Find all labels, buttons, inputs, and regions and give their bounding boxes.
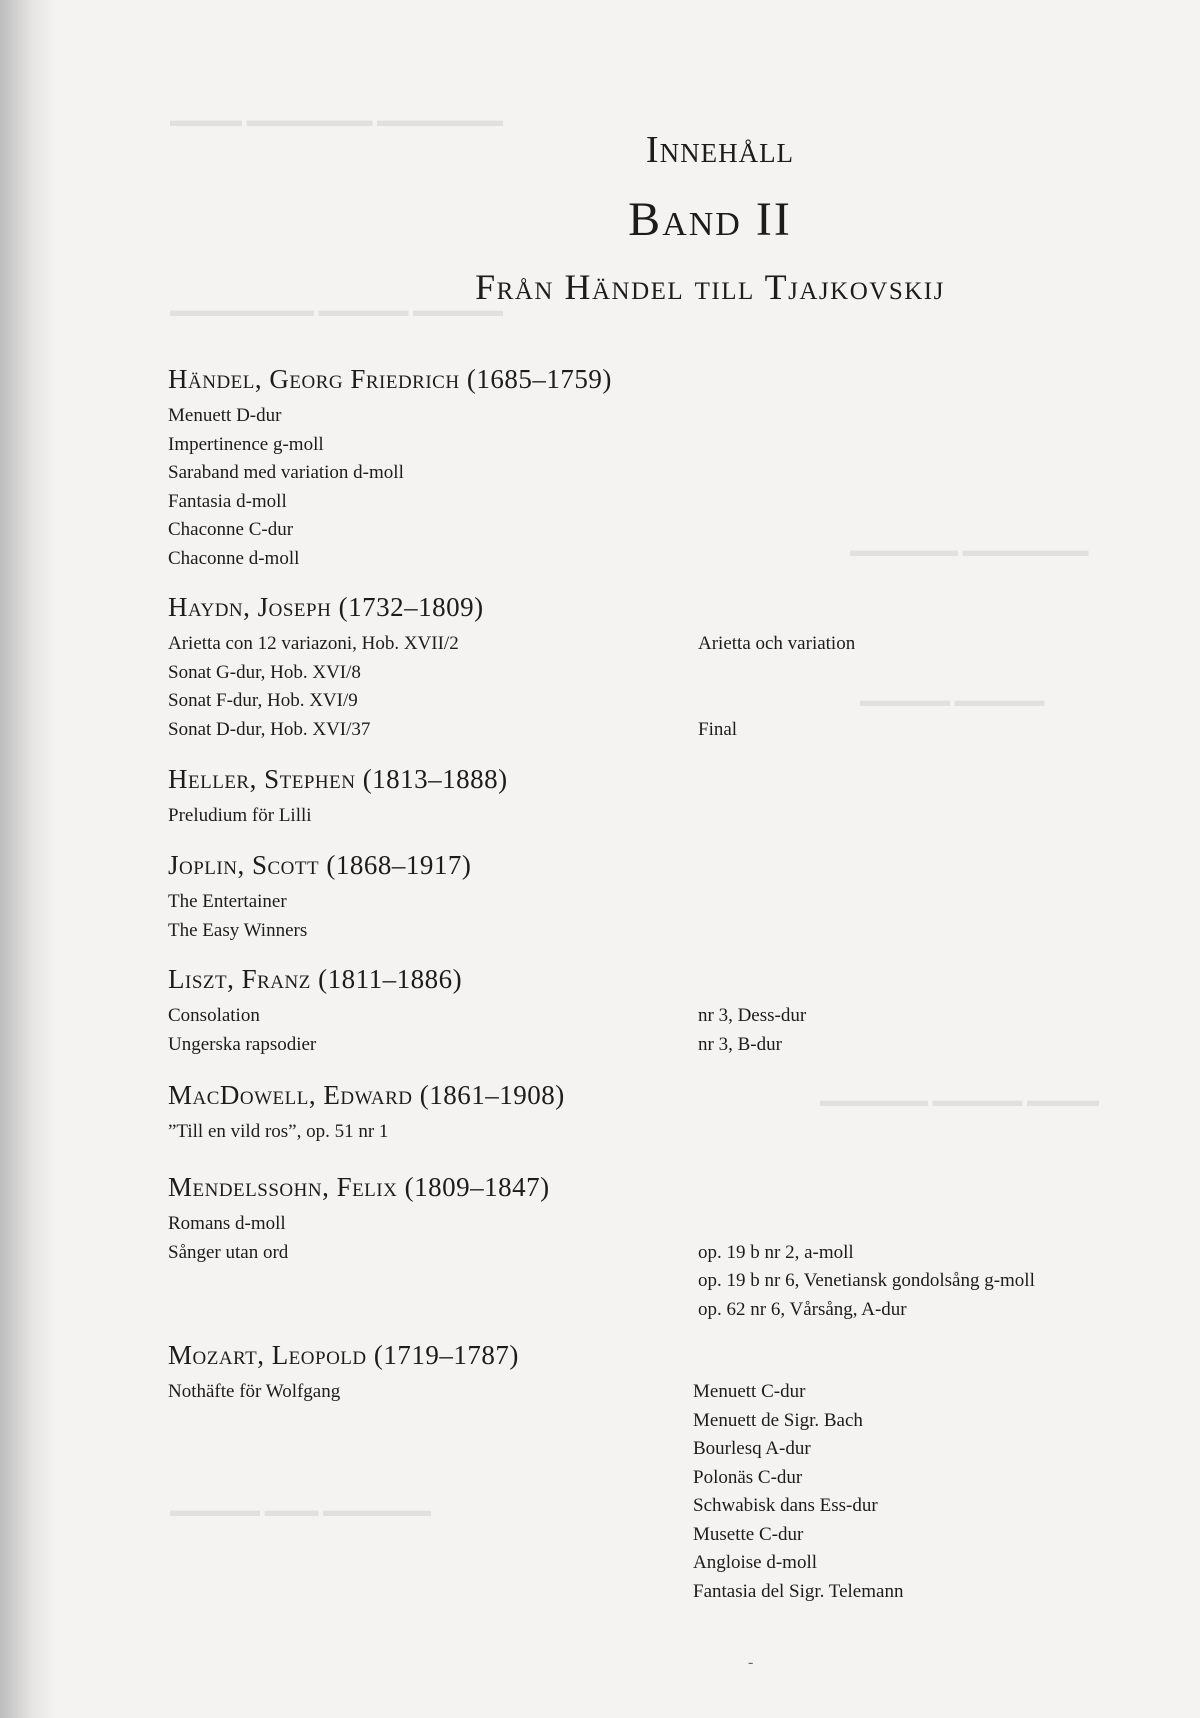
work-row [168,1210,1108,1239]
work-row [168,917,1108,946]
work-detail: op. 19 b nr 2, a-moll [698,1241,854,1263]
work-title: Impertinence g-moll [168,433,324,455]
show-through-text: ▬▬▬▬▬ ▬▬▬ ▬▬▬▬▬▬ [170,1500,431,1520]
work-title: Menuett D-dur [168,405,282,426]
composer-section [168,590,1108,744]
work-row [168,1549,1108,1578]
work-title: Nothäfte för Wolfgang [168,1381,341,1402]
work-detail: Schwabisk dans Ess-dur [693,1495,878,1516]
work-title: Fantasia d-moll [168,490,287,512]
work-detail: Arietta och variation [698,633,856,654]
work-row [168,1118,1108,1147]
work-title: Romans d-moll [168,1213,286,1234]
composer-section [168,1338,1108,1606]
composer-name: Heller, Stephen (1813–1888) [168,764,508,794]
work-detail: Polonäs C-dur [693,1466,803,1488]
work-row [168,630,1108,659]
work-row [168,402,1108,431]
work-title: Ungerska rapsodier [168,1033,317,1055]
work-title: Arietta con 12 variazoni, Hob. XVII/2 [168,633,459,654]
composer-name: Mozart, Leopold (1719–1787) [168,1340,519,1370]
show-through-text: ▬▬▬▬ ▬▬▬▬▬▬▬ ▬▬▬▬▬▬▬ [170,110,503,130]
work-detail: Menuett de Sigr. Bach [693,1409,863,1431]
work-title: Sonat G-dur, Hob. XVI/8 [168,661,361,683]
composer-name: Joplin, Scott (1868–1917) [168,850,472,880]
work-title: The Easy Winners [168,919,308,941]
work-title: The Entertainer [168,891,287,912]
work-row [168,1296,1108,1325]
work-detail: Musette C-dur [693,1523,804,1545]
volume-title: Band II [628,193,792,246]
work-row [168,488,1108,517]
contents-heading: Innehåll [645,129,795,171]
work-row [168,1464,1108,1493]
work-title: Preludium för Lilli [168,805,312,826]
work-detail: Final [698,718,738,740]
work-detail: Angloise d-moll [693,1552,818,1573]
show-through-text: ▬▬▬▬▬ ▬▬▬▬▬ [860,690,1045,710]
volume-subtitle: Från Händel till Tjajkovskij [475,267,945,307]
work-row [168,1407,1108,1436]
work-row [168,687,1108,716]
work-detail: op. 19 b nr 6, Venetiansk gondolsång g-moll [698,1270,1035,1291]
work-detail: op. 62 nr 6, Vårsång, A-dur [698,1298,907,1320]
work-row [168,659,1108,688]
composer-section [168,848,1108,945]
work-row [168,1031,1108,1060]
work-row [168,1239,1108,1268]
work-row [168,1435,1108,1464]
show-through-text: ▬▬▬▬▬▬ ▬▬▬▬▬▬▬ [850,540,1089,560]
work-row [168,545,1108,574]
footer-mark: - [748,1654,754,1671]
work-row [168,1267,1108,1296]
show-through-text: ▬▬▬▬▬▬ ▬▬▬▬▬ ▬▬▬▬ [820,1090,1099,1110]
work-title: Sonat D-dur, Hob. XVI/37 [168,718,371,740]
work-title: ”Till en vild ros”, op. 51 nr 1 [168,1121,389,1142]
composer-section [168,1170,1108,1324]
work-title: Consolation [168,1005,260,1026]
work-row [168,1521,1108,1550]
show-through-text: ▬▬▬▬▬▬▬▬ ▬▬▬▬▬ ▬▬▬▬▬ [170,300,503,320]
work-title: Chaconne d-moll [168,547,300,569]
work-detail: Menuett C-dur [693,1381,806,1402]
page-gutter-shadow [0,0,55,1718]
work-row [168,1378,1108,1407]
work-detail: nr 3, Dess-dur [698,1005,807,1026]
composer-name: Liszt, Franz (1811–1886) [168,964,463,994]
work-detail: Bourlesq A-dur [693,1438,811,1459]
work-row [168,888,1108,917]
work-detail: Fantasia del Sigr. Telemann [693,1580,904,1602]
work-title: Sånger utan ord [168,1241,289,1263]
work-row [168,516,1108,545]
composer-section [168,762,1108,831]
work-row [168,431,1108,460]
composer-section [168,1078,1108,1147]
work-title: Chaconne C-dur [168,519,294,540]
work-title: Sonat F-dur, Hob. XVI/9 [168,690,358,711]
work-row [168,1492,1108,1521]
work-detail: nr 3, B-dur [698,1033,782,1055]
work-title: Saraband med variation d-moll [168,462,404,483]
composer-name: Mendelssohn, Felix (1809–1847) [168,1172,550,1202]
composer-section [168,962,1108,1059]
work-row [168,802,1108,831]
composer-name: Händel, Georg Friedrich (1685–1759) [168,364,612,394]
work-row [168,716,1108,745]
work-row [168,1578,1108,1607]
composer-name: MacDowell, Edward (1861–1908) [168,1080,565,1110]
work-row [168,459,1108,488]
work-row [168,1002,1108,1031]
composer-name: Haydn, Joseph (1732–1809) [168,592,484,622]
composer-section [168,362,1108,573]
